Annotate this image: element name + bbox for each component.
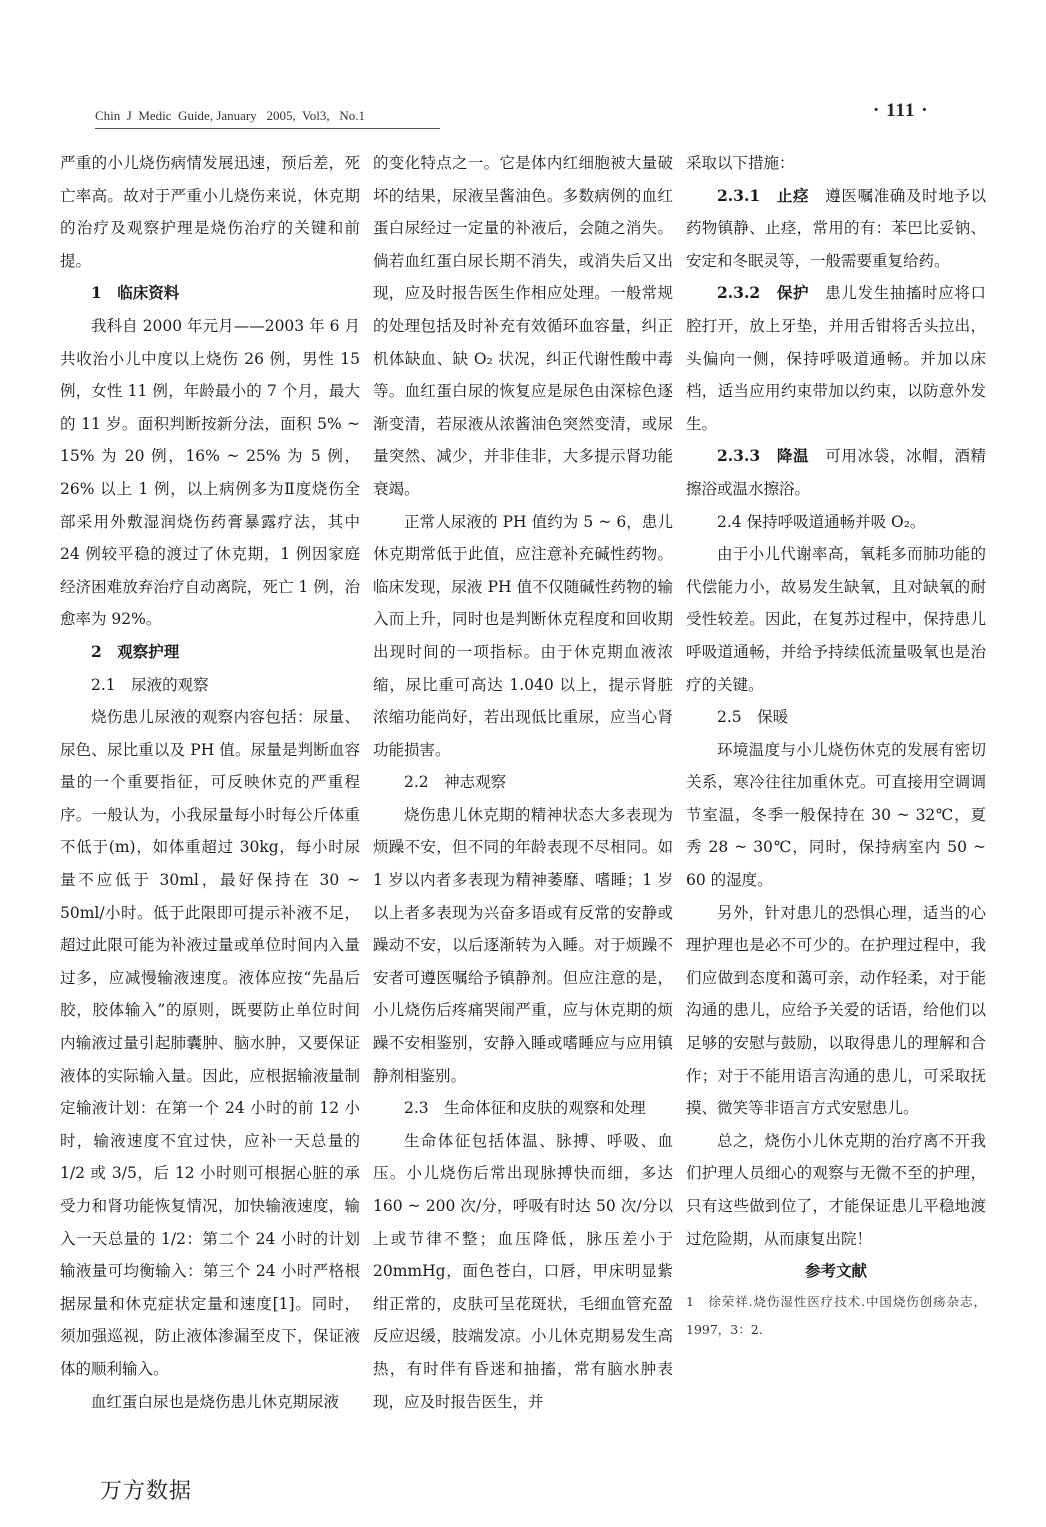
body-paragraph: 环境温度与小儿烧伤休克的发展有密切关系，寒冷往往加重休克。可直接用空调调节室温，冬季一般保持在 30 ~ 32℃，夏秀 28 ~ 30℃，同时，保持病室内 50 ~ 60 的湿度。	[686, 740, 986, 890]
subsection-text: 患儿发生抽搐时应将口腔打开，放上牙垫，并用舌钳将舌头拉出，头偏向一侧，保持呼吸道通畅。并加以床档，适当应用约束带加以约束，以防意外发生。	[686, 284, 986, 433]
subsection-label: 2.3.2 保护	[717, 283, 810, 303]
body-paragraph: 严重的小儿烧伤病情发展迅速，预后差，死亡率高。故对于严重小儿烧伤来说，休克期的治疗及观察护理是烧伤治疗的关键和前提。	[60, 154, 360, 270]
body-paragraph: 正常人尿液的 PH 值约为 5 ~ 6，患儿休克期常低于此值，应注意补充碱性药物。临床发现，尿液 PH 值不仅随碱性药物的输入而上升，同时也是判断休克程度和回收期出现时间的一项指标。由于休克期血液浓缩，尿比重可高达 1.040 以上，提示肾脏浓缩功能尚好，若出现低比重尿，应当心肾功能损害。	[373, 512, 673, 759]
text-column-1	[60, 147, 360, 1418]
subsection-text: 可用冰袋，冰帽，酒精擦浴或温水擦浴。	[686, 447, 986, 498]
subsection-heading: 2.5 保暖	[717, 708, 789, 727]
subsection-label: 2.3.3 降温	[717, 446, 810, 466]
body-paragraph: 我科自 2000 年元月——2003 年 6 月共收治小儿中度以上烧伤 26 例，男性 15 例，女性 11 例，年龄最小的 7 个月，最大的 11 岁。面积判断按新分法，面积 5% ~ 15% 为 20 例，16% ~ 25% 为 5 例，26% 以上 1 例，以上病例多为Ⅱ度烧伤全部采用外敷湿润烧伤药膏暴露疗法，其中 24 例较平稳的渡过了休克期，1 例因家庭经济困难放弃治疗自动离院，死亡 1 例，治愈率为 92%。	[60, 316, 360, 629]
header-rule	[95, 128, 440, 129]
text-column-3	[686, 147, 986, 1344]
body-paragraph: 另外，针对患儿的恐惧心理，适当的心理护理也是必不可少的。在护理过程中，我们应做到态度和蔼可亲，动作轻柔，对于能沟通的患儿，应给予关爱的话语，给他们以足够的安慰与鼓励，以取得患儿的理解和合作；对于不能用语言沟通的患儿，可采取抚摸、微笑等非语言方式安慰患儿。	[686, 903, 986, 1118]
page-number: · 111 ·	[873, 100, 929, 121]
section-heading: 1 临床资料	[91, 283, 180, 303]
body-paragraph: 烧伤患儿尿液的观察内容包括：尿量、尿色、尿比重以及 PH 值。尿量是判断血容量的一个重要指征，可反映休克的严重程序。一般认为，小我尿量每小时每公斤体重不低于(m)，如体重超过 30kg，每小时尿量不应低于 30ml，最好保持在 30 ~ 50ml/小时。低于此限即可提示补液不足，超过此限可能为补液过量或单位时间内入量过多，应减慢输液速度。液体应按“先晶后胶，胶体输入”的原则，既要防止单位时间内输液过量引起肺囊肿、脑水肿，又要保证液体的实际输入量。因此，应根据输液量制定输液计划：在第一个 24 小时的前 12 小时，输液速度不宜过快，应补一天总量的 1/2 或 3/5，后 12 小时则可根据心脏的承受力和肾功能恢复情况，加快输液速度，输入一天总量的 1/2：第二个 24 小时的计划输液量可均衡输入：第三个 24 小时严格根据尿量和休克症状定量和速度[1]。同时，须加强巡视，防止液体渗漏至皮下，保证液体的顺利输入。	[60, 708, 360, 1378]
subsection-heading: 2.2 神志观察	[404, 773, 507, 792]
body-paragraph: 生命体征包括体温、脉搏、呼吸、血压。小儿烧伤后常出现脉搏快而细，多达 160 ~ 200 次/分，呼吸有时达 50 次/分以上或节律不整；血压降低，脉压差小于 20mmHg，面色苍白，口唇，甲床明显紫绀正常的，皮肤可呈花斑状，毛细血管充盈反应迟缓，肢端发凉。小儿休克期易发生高热，有时伴有昏迷和抽搐，常有脑水肿表现，应及时报告医生，并	[373, 1131, 673, 1411]
subsection-label: 2.3.1 止痉	[717, 185, 810, 205]
watermark: 万方数据	[100, 1479, 193, 1504]
text-column-2	[373, 147, 673, 1418]
subsection-paragraph	[686, 277, 986, 440]
references-title: 参考文献	[804, 1261, 867, 1281]
journal-header: Chin J Medic Guide, January 2005, Vol3, No.1	[95, 108, 365, 123]
subsection-heading: 2.1 尿液的观察	[91, 675, 209, 694]
subsection-paragraph	[686, 180, 986, 278]
body-paragraph: 烧伤患儿休克期的精神状态大多表现为烦躁不安，但不同的年龄表现不尽相同。如 1 岁以内者多表现为精神萎靡、嗜睡；1 岁以上者多表现为兴奋多语或有反常的安静或躁动不安，以后逐渐转为入睡。对于烦躁不安者可遵医嘱给予镇静剂。但应注意的是，小儿烧伤后疼痛哭闹严重，应与休克期的烦躁不安相鉴别，安静入睡或嗜睡应与应用镇静剂相鉴别。	[373, 805, 673, 1085]
subsection-heading: 2.3 生命体征和皮肤的观察和处理	[404, 1099, 646, 1118]
body-paragraph: 的变化特点之一。它是体内红细胞被大量破坏的结果，尿液呈酱油色。多数病例的血红蛋白尿经过一定量的补液后，会随之消失。倘若血红蛋白尿长期不消失，或消失后又出现，应及时报告医生作相应处理。一般常规的处理包括及时补充有效循环血容量，纠正机体缺血、缺 O₂ 状况，纠正代谢性酸中毒等。血红蛋白尿的恢复应是尿色由深棕色逐渐变清，若尿液从浓酱油色突然变清，或尿量突然、减少，并非佳非，大多提示肾功能衰竭。	[373, 154, 673, 498]
reference-item: 1 徐荣祥.烧伤湿性医疗技术.中国烧伤创疡杂志，1997，3：2.	[686, 1293, 986, 1337]
subsection-paragraph	[686, 440, 986, 505]
subsection-heading: 2.4 保持呼吸道通畅并吸 O₂。	[717, 512, 926, 531]
references-list	[686, 1288, 986, 1344]
body-paragraph: 血红蛋白尿也是烧伤患儿休克期尿液	[91, 1392, 340, 1411]
body-paragraph: 总之，烧伤小儿休克期的治疗离不开我们护理人员细心的观察与无微不至的护理，只有这些做到位了，才能保证患儿平稳地渡过危险期，从而康复出院！	[686, 1131, 986, 1248]
subsection-text: 遵医嘱准确及时地予以药物镇静、止痉，常用的有：苯巴比妥钠、安定和冬眠灵等，一般需要重复给药。	[686, 186, 986, 270]
section-heading: 2 观察护理	[91, 641, 180, 661]
column-3-body	[686, 147, 986, 1255]
body-paragraph: 由于小儿代谢率高，氧耗多而肺功能的代偿能力小，故易发生缺氧，且对缺氧的耐受性较差。因此，在复苏过程中，保持患儿呼吸道通畅，并给予持续低流量吸氧也是治疗的关键。	[686, 545, 986, 694]
body-paragraph: 采取以下措施：	[686, 154, 795, 172]
